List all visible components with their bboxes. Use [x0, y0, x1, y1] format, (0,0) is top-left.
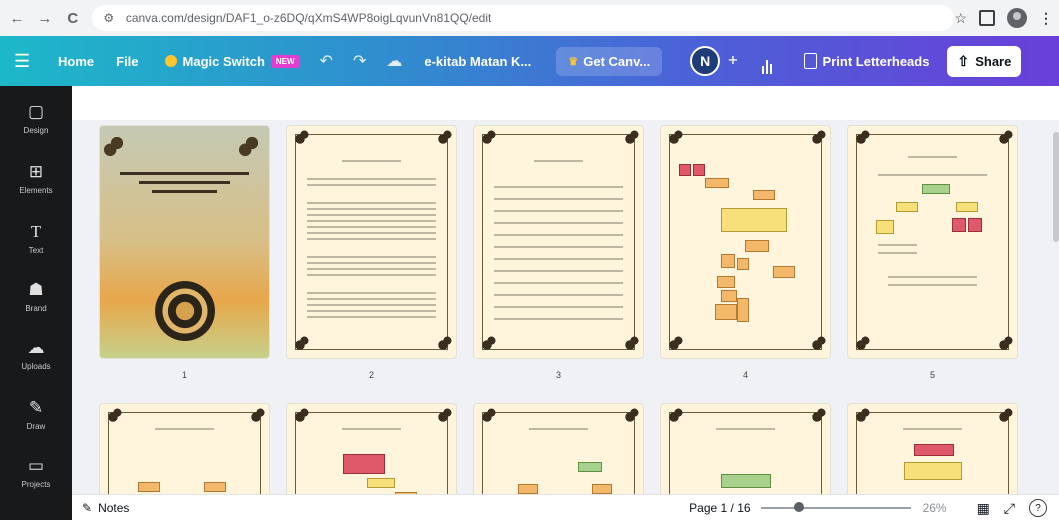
draw-icon: ✎	[28, 398, 44, 417]
user-avatar[interactable]: N	[690, 46, 720, 76]
corner-ornament-icon	[102, 406, 124, 428]
editor-toolbar	[0, 36, 1059, 86]
magic-switch-button[interactable]	[165, 54, 300, 69]
corner-ornament-icon	[289, 406, 311, 428]
cover-title-art	[120, 166, 249, 212]
cloud-save-icon[interactable]: ☁	[386, 53, 403, 70]
fullscreen-icon[interactable]: ⤢	[1003, 499, 1015, 516]
corner-ornament-icon	[432, 128, 454, 150]
page-thumbnail-4[interactable]	[661, 126, 830, 358]
profile-avatar-icon[interactable]	[1007, 8, 1027, 28]
elements-icon: ⊞	[28, 162, 44, 181]
corner-ornament-icon	[432, 406, 454, 428]
corner-ornament-icon	[476, 334, 498, 356]
corner-ornament-icon	[663, 406, 685, 428]
print-letterheads-button[interactable]	[794, 46, 940, 76]
sidebar-item-elements[interactable]	[0, 162, 72, 195]
corner-ornament-icon	[850, 406, 872, 428]
magic-switch-label: Magic Switch	[182, 53, 265, 69]
sidebar-label: Projects	[21, 480, 51, 489]
address-bar[interactable]	[92, 5, 955, 31]
grid-header-strip	[72, 86, 1059, 120]
notes-icon: ✎	[82, 501, 93, 515]
page-thumbnail-7[interactable]	[287, 404, 456, 494]
corner-ornament-icon	[476, 406, 498, 428]
get-canva-pro-button[interactable]	[556, 47, 662, 76]
text-icon: T	[30, 222, 42, 241]
vertical-scrollbar[interactable]	[1053, 132, 1059, 242]
file-menu-button[interactable]: File	[116, 53, 139, 69]
page-thumbnail-9[interactable]	[661, 404, 830, 494]
page-indicator[interactable]: Page 1 / 16	[689, 501, 751, 515]
corner-ornament-icon	[993, 128, 1015, 150]
crown-small-icon: ♛	[568, 55, 579, 68]
share-upload-icon: ⇧	[957, 52, 970, 69]
page-number-label: 4	[742, 370, 748, 380]
corner-ornament-icon	[806, 334, 828, 356]
left-sidebar	[0, 86, 72, 520]
print-label: Print Letterheads	[822, 53, 930, 69]
page-thumbnail-8[interactable]	[474, 404, 643, 494]
corner-ornament-icon	[100, 126, 134, 160]
page-number-label: 5	[929, 370, 935, 380]
sidebar-item-projects[interactable]	[0, 456, 72, 489]
corner-ornament-icon	[993, 334, 1015, 356]
sidebar-item-text[interactable]	[0, 222, 72, 255]
hamburger-menu-icon[interactable]: ☰	[14, 50, 31, 71]
sidebar-label: Uploads	[21, 362, 51, 371]
page-thumbnail-1[interactable]	[100, 126, 269, 358]
corner-ornament-icon	[850, 334, 872, 356]
page-thumbnail-6[interactable]	[100, 404, 269, 494]
page-thumbnail-5[interactable]	[848, 126, 1017, 358]
corner-ornament-icon	[993, 406, 1015, 428]
sidebar-label: Text	[28, 246, 44, 255]
forward-icon[interactable]: →	[37, 9, 53, 27]
page-number-label: 1	[181, 370, 187, 380]
uploads-icon: ☁	[27, 338, 45, 357]
sidepanel-icon[interactable]	[979, 10, 995, 26]
corner-ornament-icon	[850, 128, 872, 150]
corner-ornament-icon	[476, 128, 498, 150]
sidebar-label: Brand	[25, 304, 47, 313]
corner-ornament-icon	[289, 334, 311, 356]
url-text: canva.com/design/DAF1_o-z6DQ/qXmS4WP8oigLqvunVn81QQ/edit	[125, 11, 492, 25]
corner-ornament-icon	[663, 334, 685, 356]
page-thumbnail-2[interactable]	[287, 126, 456, 358]
crown-icon	[165, 55, 177, 67]
undo-icon[interactable]: ↶	[319, 53, 333, 70]
browser-menu-icon[interactable]: ⋮	[1039, 9, 1053, 26]
sidebar-item-uploads[interactable]	[0, 338, 72, 371]
back-icon[interactable]: ←	[9, 9, 25, 27]
page-grid-view	[72, 86, 1059, 494]
share-label: Share	[975, 53, 1012, 69]
corner-ornament-icon	[619, 406, 641, 428]
site-settings-icon[interactable]: ⚙	[103, 11, 115, 25]
sidebar-item-brand[interactable]	[0, 280, 72, 313]
browser-chrome	[0, 0, 1059, 37]
corner-ornament-icon	[806, 406, 828, 428]
sidebar-label: Design	[23, 126, 49, 135]
redo-icon[interactable]: ↷	[352, 53, 367, 70]
corner-ornament-icon	[806, 128, 828, 150]
sidebar-label: Elements	[19, 186, 53, 195]
grid-view-icon[interactable]: ▦	[976, 499, 990, 516]
page-number-label: 3	[555, 370, 561, 380]
insights-chart-icon[interactable]	[756, 48, 778, 74]
sidebar-item-design[interactable]	[0, 102, 72, 135]
corner-ornament-icon	[245, 406, 267, 428]
corner-ornament-icon	[289, 128, 311, 150]
document-icon	[804, 53, 817, 69]
document-title[interactable]: e-kitab Matan K...	[424, 53, 532, 69]
zoom-slider-knob[interactable]	[794, 502, 804, 512]
help-icon[interactable]: ?	[1029, 499, 1047, 517]
notes-label: Notes	[98, 501, 130, 515]
brand-icon: ☗	[28, 280, 44, 299]
bottom-bar	[72, 494, 1059, 521]
corner-ornament-icon	[619, 128, 641, 150]
new-badge: NEW	[271, 55, 300, 68]
corner-ornament-icon	[619, 334, 641, 356]
corner-ornament-icon	[235, 126, 269, 160]
corner-ornament-icon	[432, 334, 454, 356]
bookmark-star-icon[interactable]: ☆	[954, 9, 967, 26]
mandala-ornament-icon	[150, 276, 220, 346]
corner-ornament-icon	[663, 128, 685, 150]
get-canva-label: Get Canv...	[583, 53, 651, 69]
home-button[interactable]: Home	[58, 53, 95, 69]
page-thumbnail-10[interactable]	[848, 404, 1017, 494]
sidebar-label: Draw	[26, 422, 46, 431]
zoom-level[interactable]: 26%	[922, 501, 947, 515]
design-icon: ▢	[27, 102, 45, 121]
notes-button[interactable]	[82, 501, 129, 515]
projects-icon: ▭	[27, 456, 45, 475]
sidebar-item-draw[interactable]	[0, 398, 72, 431]
reload-icon[interactable]: C	[67, 9, 79, 27]
share-button[interactable]	[947, 46, 1021, 77]
page-thumbnail-3[interactable]	[474, 126, 643, 358]
zoom-slider[interactable]	[761, 507, 911, 509]
page-number-label: 2	[368, 370, 374, 380]
invite-plus-icon[interactable]: +	[728, 52, 738, 69]
